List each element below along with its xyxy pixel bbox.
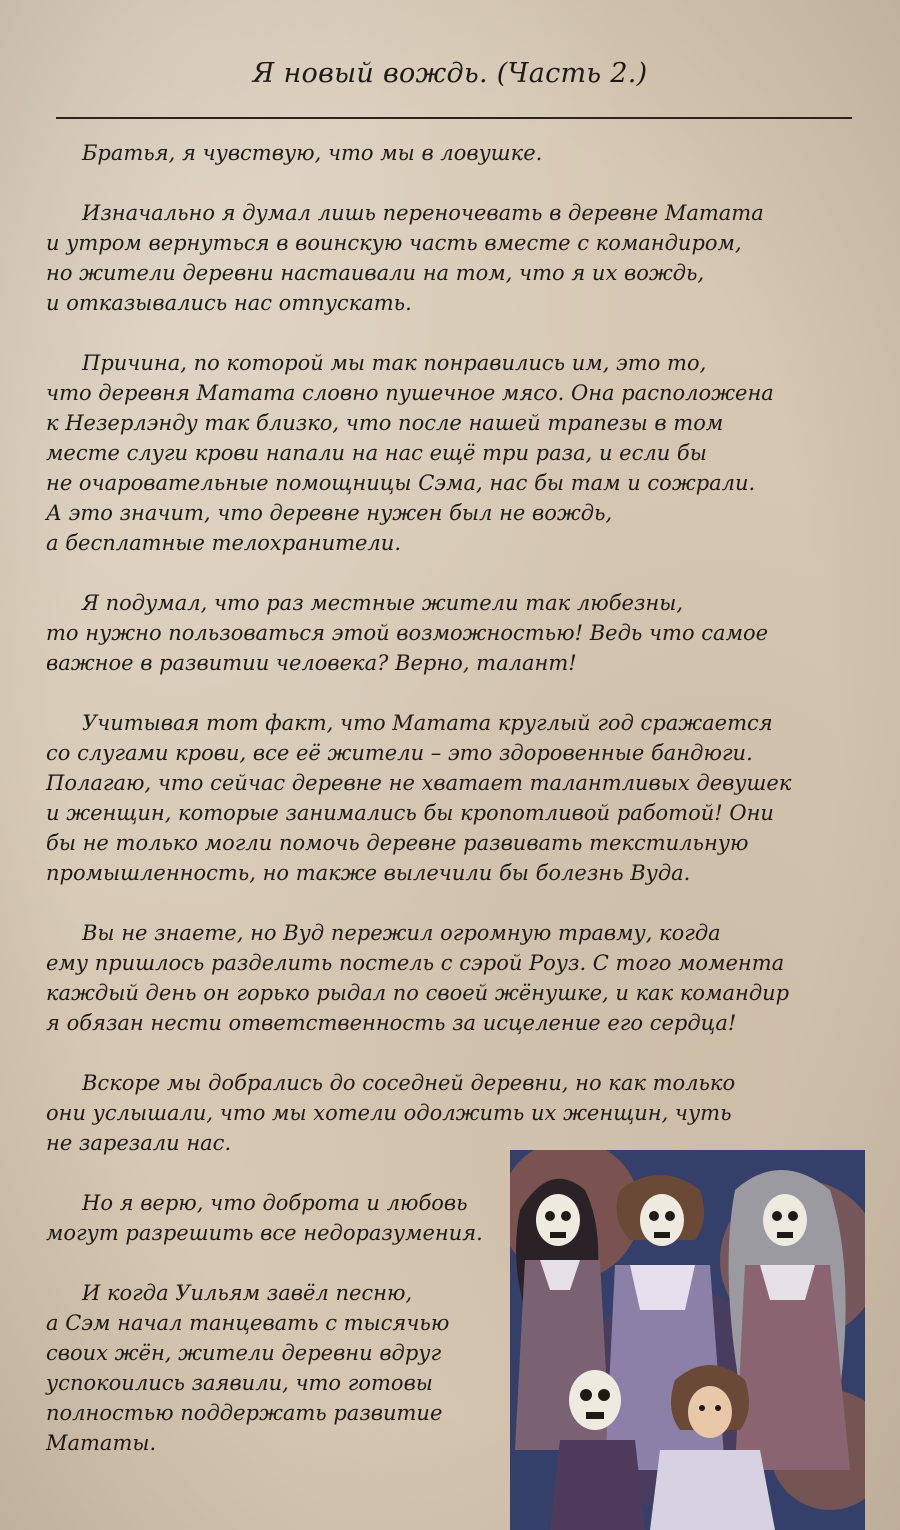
paragraph xyxy=(46,1068,846,1158)
text-line: Полагаю, что сейчас деревне не хватает талантливых девушек xyxy=(46,771,792,795)
paragraph xyxy=(46,198,846,318)
text-line: могут разрешить все недоразумения. xyxy=(46,1221,483,1245)
text-line: А это значит, что деревне нужен был не вождь, xyxy=(46,501,613,525)
text-line: полностью поддержать развитие xyxy=(46,1401,443,1425)
text-line: а бесплатные телохранители. xyxy=(46,531,402,555)
skeleton-wives-illustration xyxy=(510,1150,865,1530)
page-title: Я новый вождь. (Часть 2.) xyxy=(252,58,648,89)
figure-right xyxy=(729,1170,850,1470)
text-line: но жители деревни настаивали на том, что я их вождь, xyxy=(46,261,705,285)
text-line: что деревня Матата словно пушечное мясо. Она расположена xyxy=(46,381,774,405)
text-line: они услышали, что мы хотели одолжить их женщин, чуть xyxy=(46,1101,732,1125)
text-line: важное в развитии человека? Верно, талант! xyxy=(46,651,577,675)
text-line: успокоились заявили, что готовы xyxy=(46,1371,433,1395)
text-line: Но я верю, что доброта и любовь xyxy=(82,1191,468,1215)
text-line: к Незерлэнду так близко, что после нашей трапезы в том xyxy=(46,411,724,435)
text-line: месте слуги крови напали на нас ещё три раза, и если бы xyxy=(46,441,707,465)
text-line: И когда Уильям завёл песню, xyxy=(82,1281,413,1305)
text-line: не очаровательные помощницы Сэма, нас бы там и сожрали. xyxy=(46,471,756,495)
text-line: Братья, я чувствую, что мы в ловушке. xyxy=(82,141,543,165)
text-line: бы не только могли помочь деревне развивать текстильную xyxy=(46,831,749,855)
illustration-art xyxy=(510,1150,865,1530)
paragraph xyxy=(46,348,846,558)
text-line: каждый день он горько рыдал по своей жёнушке, и как командир xyxy=(46,981,790,1005)
text-line: промышленность, но также вылечили бы болезнь Вуда. xyxy=(46,861,691,885)
text-line: своих жён, жители деревни вдруг xyxy=(46,1341,442,1365)
paragraph xyxy=(46,708,846,888)
text-line: и отказывались нас отпускать. xyxy=(46,291,412,315)
paragraph xyxy=(46,138,846,168)
text-line: со слугами крови, все её жители – это здоровенные бандюги. xyxy=(46,741,753,765)
title-divider xyxy=(56,117,852,119)
text-line: не зарезали нас. xyxy=(46,1131,232,1155)
paragraph xyxy=(46,918,846,1038)
text-line: Вскоре мы добрались до соседней деревни, но как только xyxy=(82,1071,736,1095)
text-line: Причина, по которой мы так понравились им, это то, xyxy=(82,351,707,375)
text-line: Учитывая тот факт, что Матата круглый год сражается xyxy=(82,711,773,735)
text-line: Изначально я думал лишь переночевать в деревне Матата xyxy=(82,201,764,225)
text-line: Вы не знаете, но Вуд пережил огромную травму, когда xyxy=(82,921,721,945)
text-line: а Сэм начал танцевать с тысячью xyxy=(46,1311,450,1335)
text-line: и женщин, которые занимались бы кропотливой работой! Они xyxy=(46,801,774,825)
text-line: и утром вернуться в воинскую часть вместе с командиром, xyxy=(46,231,742,255)
paragraph xyxy=(46,588,846,678)
text-line: Я подумал, что раз местные жители так любезны, xyxy=(82,591,684,615)
text-line: ему пришлось разделить постель с сэрой Роуз. С того момента xyxy=(46,951,785,975)
text-line: то нужно пользоваться этой возможностью! Ведь что самое xyxy=(46,621,769,645)
text-line: Мататы. xyxy=(46,1431,157,1455)
text-line: я обязан нести ответственность за исцеление его сердца! xyxy=(46,1011,737,1035)
